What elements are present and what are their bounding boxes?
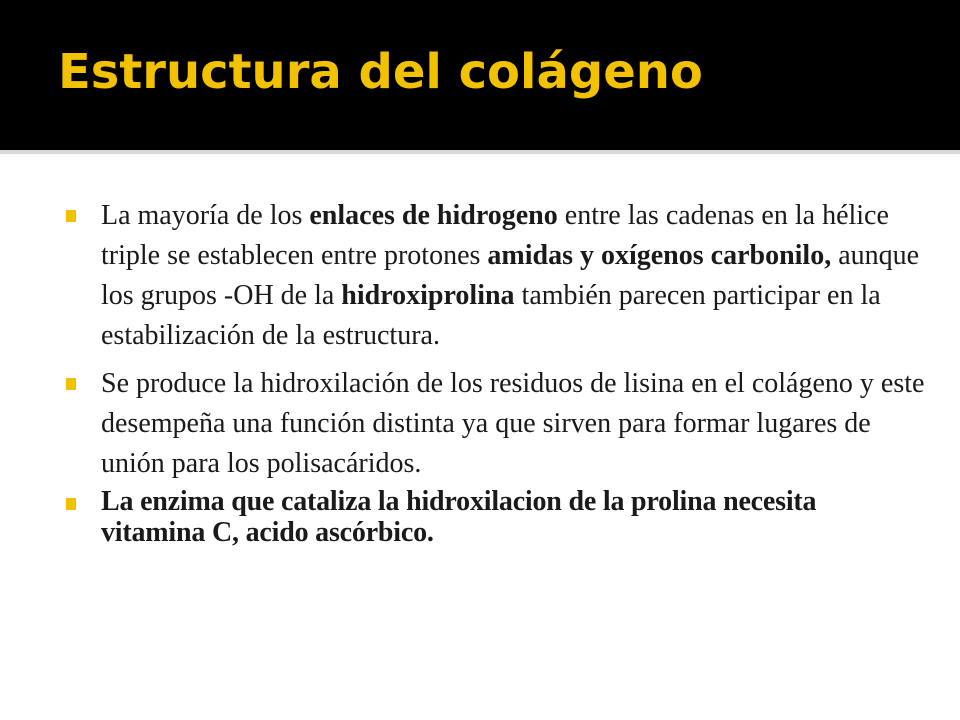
text-run: entre las cadenas en la hélice triple se establecen entre protones — [101, 200, 889, 271]
square-bullet-icon — [66, 498, 76, 510]
title-divider — [0, 150, 960, 154]
bullet-text: La enzima que cataliza la hidroxilacion de la prolina necesita vitamina C, acido ascórbico. — [101, 486, 817, 548]
text-run: La mayoría de los — [101, 200, 310, 231]
bullet-text — [101, 200, 919, 351]
square-bullet-icon — [66, 210, 76, 222]
bullet-text: Se produce la hidroxilación de los residuos de lisina en el colágeno y este desempeña una función distinta ya que sirven para formar lugares de unión para los polisacáridos. — [101, 368, 925, 479]
bullet-list — [66, 196, 926, 548]
bullet-item-lysine-hydroxylation — [66, 364, 926, 484]
slide-title: Estructura del colágeno — [58, 44, 703, 100]
text-run: también parecen participar en la estabilización de la estructura. — [101, 280, 881, 351]
bold-term-hydroxyproline: hidroxiprolina — [341, 280, 515, 311]
square-bullet-icon — [66, 378, 76, 390]
text-run: aunque los grupos -OH de la — [101, 240, 920, 311]
bullet-item-vitamin-c — [66, 486, 926, 548]
bullet-item-hydrogen-bonds — [66, 196, 926, 356]
bold-term-amides-carbonyl: amidas y oxígenos carbonilo, — [487, 240, 832, 271]
bold-term-hydrogen-bonds: enlaces de hidrogeno — [309, 200, 558, 231]
